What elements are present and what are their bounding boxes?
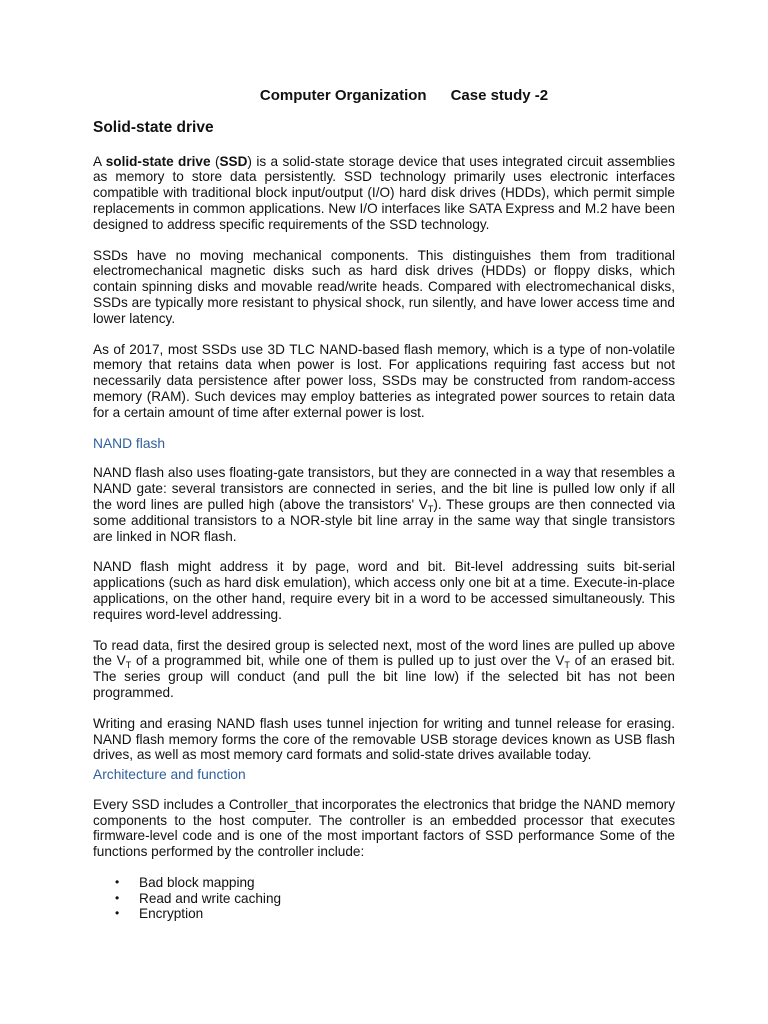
text-run: ). These groups are then connected via some additional transistors to a NOR-style bit line array in the same way that single transistors are linked in NOR flash. bbox=[93, 496, 676, 544]
list-item-text: Bad block mapping bbox=[139, 875, 255, 891]
nand-flash-heading: NAND flash bbox=[93, 435, 166, 451]
list-item-text: Encryption bbox=[139, 906, 204, 922]
text-run: of an erased bit. The series group will conduct (and pull the bit line low) if the selected bit has not been programmed. bbox=[93, 653, 676, 700]
bold-term: solid-state drive bbox=[105, 153, 211, 169]
subscript: T bbox=[427, 503, 434, 514]
list-item-text: Read and write caching bbox=[139, 890, 282, 906]
document-page bbox=[93, 88, 675, 922]
intro-paragraph-1 bbox=[93, 154, 675, 233]
case-study-label: Case study -2 bbox=[450, 87, 549, 104]
text-run: ) is a solid-state storage device that uses integrated circuit assemblies as memory to store data persistently. SSD technology primarily uses electronic interfaces compatible with traditional block input/output (I/O) hard disk drives (HDDs), which permit simple replacements in common applications. New I/O interfaces like SATA Express and M.2 have been designed to address specific requirements of the SSD technology. bbox=[93, 153, 676, 232]
text-run: of a programmed bit, while one of them is pulled up to just over the V bbox=[131, 653, 565, 669]
text-run: NAND flash also uses floating-gate transistors, but they are connected in a way that resembles a NAND gate: several transistors are connected in series, and the bit line is pulled low only if all the word lines are pulled high (above the transistors' V bbox=[93, 465, 675, 512]
controller-functions-list bbox=[93, 875, 675, 922]
list-item bbox=[93, 875, 675, 891]
section-title: Solid-state drive bbox=[93, 118, 214, 136]
intro-paragraph-2: SSDs have no moving mechanical components. This distinguishes them from traditional electromechanical magnetic disks such as hard disk drives (HDDs) or floppy disks, which contain spinning disks and movable read/write heads. Compared with electromechanical disks, SSDs are typically more resistant to physical shock, run silently, and have lower access time and lower latency. bbox=[93, 247, 675, 326]
architecture-heading: Architecture and function bbox=[93, 767, 246, 783]
nand-paragraph-4: Writing and erasing NAND flash uses tunnel injection for writing and tunnel release for erasing. NAND flash memory forms the core of the removable USB storage devices known as USB flash drives, as well as most memory card formats and solid-state drives available today. bbox=[93, 715, 675, 763]
bullet-icon: • bbox=[115, 875, 120, 890]
text-run: A bbox=[93, 153, 106, 169]
nand-paragraph-1 bbox=[93, 465, 675, 544]
list-item bbox=[93, 891, 675, 907]
nand-paragraph-2: NAND flash might address it by page, word and bit. Bit-level addressing suits bit-serial applications (such as hard disk emulation), which access only one bit at a time. Execute-in-place applications, on the other hand, require every bit in a word to be accessed simultaneously. This requires word-level addressing. bbox=[93, 559, 675, 622]
bullet-icon: • bbox=[115, 890, 120, 905]
course-title: Computer Organization bbox=[259, 87, 427, 104]
intro-paragraph-3: As of 2017, most SSDs use 3D TLC NAND-based flash memory, which is a type of non-volatile memory that retains data when power is lost. For applications requiring fast access but not necessarily data persistence after power loss, SSDs may be constructed from random-access memory (RAM). Such devices may employ batteries as integrated power sources to retain data for a certain amount of time after external power is lost. bbox=[93, 341, 675, 420]
subscript: T bbox=[564, 660, 570, 671]
text-run: ( bbox=[210, 153, 220, 169]
text-run: To read data, first the desired group is selected next, most of the word lines are pulled up above the V bbox=[93, 637, 675, 669]
subscript: T bbox=[125, 660, 132, 671]
bullet-icon: • bbox=[115, 906, 120, 921]
document-header bbox=[93, 88, 675, 104]
architecture-paragraph: Every SSD includes a Controller_that incorporates the electronics that bridge the NAND memory components to the host computer. The controller is an embedded processor that executes firmware-level code and is one of the most important factors of SSD performance Some of the functions performed by the controller include: bbox=[93, 796, 675, 860]
bold-abbreviation: SSD bbox=[219, 153, 248, 169]
list-item bbox=[93, 906, 675, 922]
nand-paragraph-3 bbox=[93, 638, 675, 701]
